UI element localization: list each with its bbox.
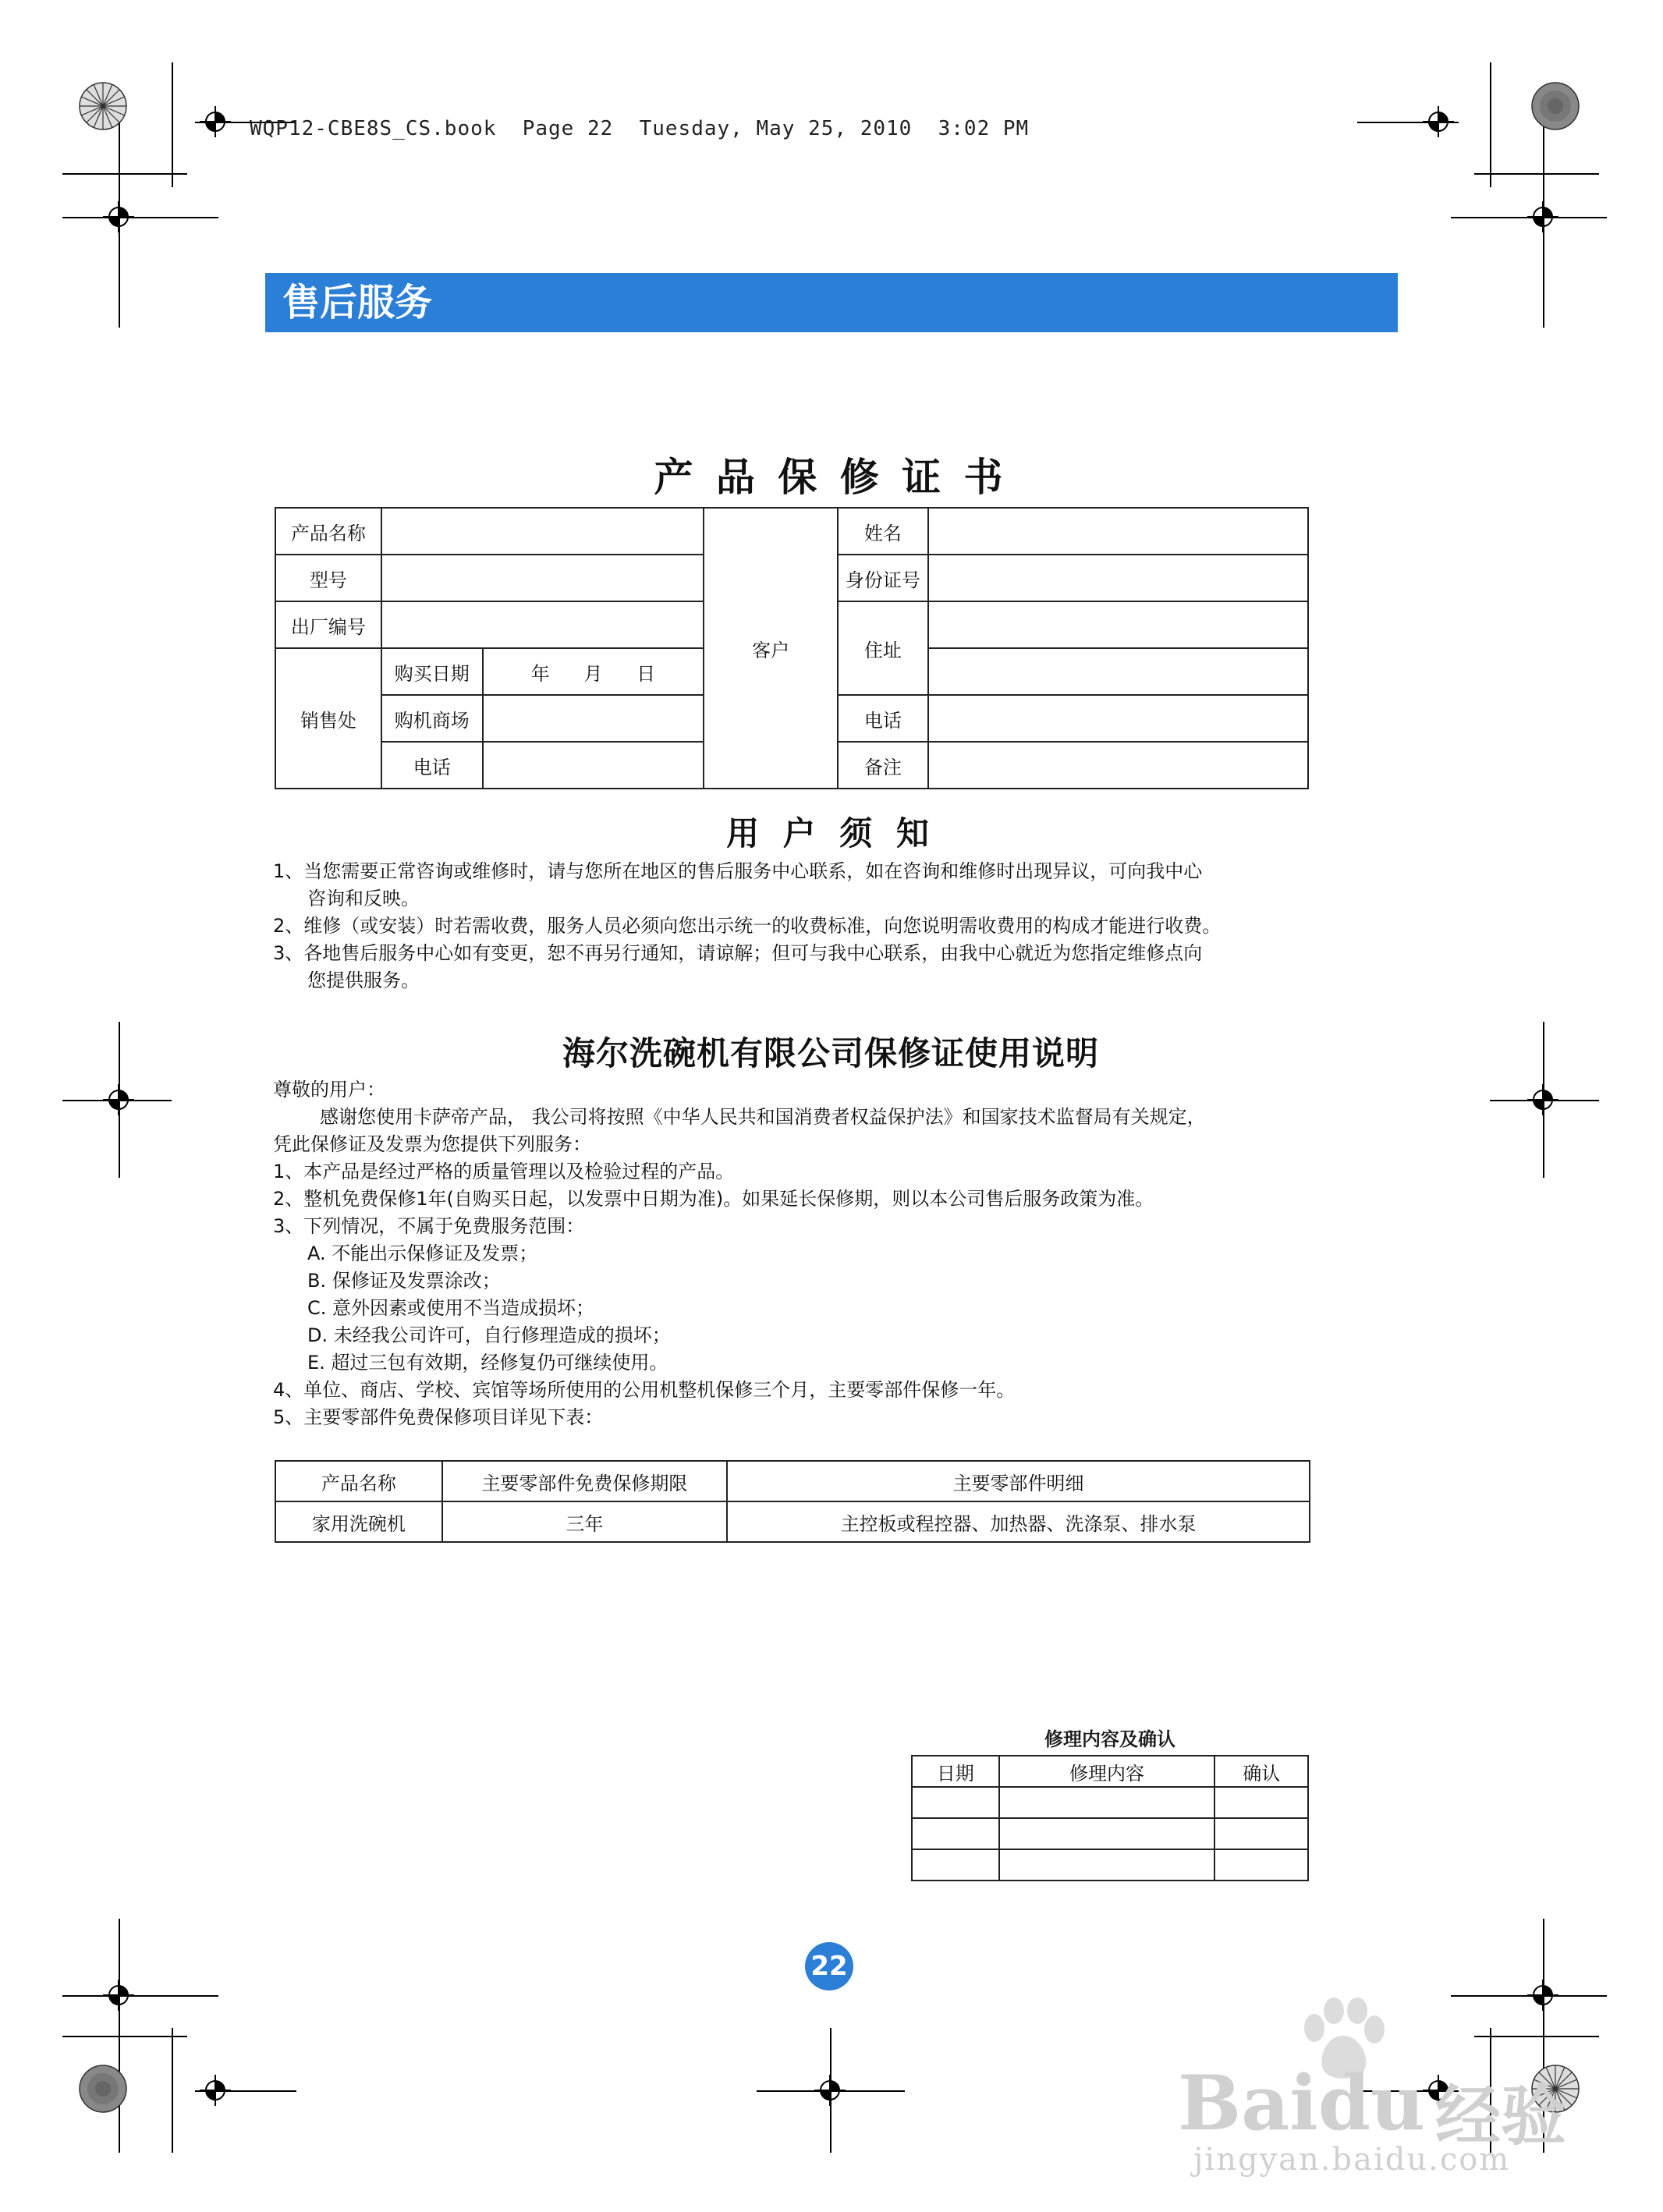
repair-header-cell: 修理内容 [999, 1756, 1215, 1787]
registration-target-icon [814, 2075, 846, 2106]
parts-cell: 家用洗碗机 [275, 1501, 442, 1542]
crop-line [62, 217, 218, 218]
instructions-line: 5、主要零部件免费保修项目详见下表： [273, 1406, 604, 1428]
id-number-label: 身份证号 [838, 555, 928, 601]
repair-confirm-field[interactable] [1214, 1787, 1308, 1818]
instructions-line: B. 保修证及发票涂改； [307, 1270, 501, 1292]
product-name-field[interactable] [381, 508, 704, 555]
notice-item: 咨询和反映。 [307, 888, 420, 909]
registration-target-icon [1423, 106, 1454, 137]
seller-phone-field[interactable] [483, 742, 704, 789]
model-field[interactable] [381, 555, 704, 601]
parts-header-cell: 主要零部件免费保修期限 [442, 1461, 727, 1501]
crop-line [62, 1995, 218, 1997]
warranty-form-table [275, 507, 1309, 789]
product-name-label: 产品名称 [275, 508, 381, 555]
repair-content-field[interactable] [999, 1818, 1215, 1849]
instructions-line: 感谢您使用卡萨帝产品， 我公司将按照《中华人民共和国消费者权益保护法》和国家技术监督局有关规定， [320, 1106, 1206, 1128]
repair-content-field[interactable] [999, 1849, 1215, 1881]
customer-label: 客户 [704, 508, 838, 789]
repair-confirm-field[interactable] [1214, 1849, 1308, 1881]
month-label: 月 [583, 662, 603, 685]
name-field[interactable] [928, 508, 1308, 555]
seller-phone-label: 电话 [381, 742, 483, 789]
repair-header-cell: 确认 [1214, 1756, 1308, 1787]
repair-date-field[interactable] [912, 1787, 999, 1818]
serial-number-field[interactable] [381, 601, 704, 648]
warranty-title: 产 品 保 修 证 书 [654, 455, 1008, 500]
store-label: 购机商场 [381, 695, 483, 742]
id-number-field[interactable] [928, 555, 1308, 601]
starburst-mark-icon [78, 81, 128, 131]
print-header: WQP12-CBE8S_CS.book Page 22 Tuesday, May 25, 2010 3:02 PM [250, 117, 1030, 140]
instructions-line: 4、单位、商店、学校、宾馆等场所使用的公用机整机保修三个月，主要零部件保修一年。 [273, 1379, 1016, 1401]
instructions-line: E. 超过三包有效期，经修复仍可继续使用。 [307, 1352, 668, 1374]
repair-record-table [911, 1755, 1309, 1881]
parts-cell: 主控板或程控器、加热器、洗涤泵、排水泵 [727, 1501, 1310, 1542]
purchase-date-field[interactable] [483, 648, 704, 695]
repair-confirm-field[interactable] [1214, 1818, 1308, 1849]
store-field[interactable] [483, 695, 704, 742]
page-number-badge: 22 [805, 1942, 853, 1990]
registration-target-icon [103, 201, 134, 232]
repair-table-title: 修理内容及确认 [1044, 1728, 1175, 1750]
crop-line [1490, 62, 1491, 187]
crop-line [172, 62, 173, 187]
watermark-brand: Baidu [1178, 2059, 1425, 2147]
crop-line [1474, 173, 1599, 175]
instructions-body [273, 1076, 1318, 1431]
section-banner: 售后服务 [265, 273, 1398, 332]
model-label: 型号 [275, 555, 381, 601]
registration-target-icon [103, 1980, 134, 2011]
repair-header-cell: 日期 [912, 1756, 999, 1787]
phone-field[interactable] [928, 695, 1308, 742]
name-label: 姓名 [838, 508, 928, 555]
repair-content-field[interactable] [999, 1787, 1215, 1818]
baidu-watermark [1178, 1997, 1615, 2176]
instructions-line: 1、本产品是经过严格的质量管理以及检验过程的产品。 [273, 1161, 735, 1182]
purchase-date-label: 购买日期 [381, 648, 483, 695]
instructions-title: 海尔洗碗机有限公司保修证使用说明 [562, 1034, 1099, 1072]
address-field-2[interactable] [928, 648, 1308, 695]
notice-item: 2、维修（或安装）时若需收费，服务人员必须向您出示统一的收费标准，向您说明需收费用的构成才能进行收费。 [273, 915, 1222, 937]
remarks-label: 备注 [838, 742, 928, 789]
instructions-line: 凭此保修证及发票为您提供下列服务： [273, 1133, 591, 1155]
user-notice-title: 用 户 须 知 [726, 814, 935, 853]
notice-item: 1、当您需要正常咨询或维修时，请与您所在地区的售后服务中心联系，如在咨询和维修时出现异议，可向我中心 [273, 860, 1203, 882]
registration-target-icon [103, 1084, 134, 1115]
day-label: 日 [636, 662, 656, 685]
notice-item: 您提供服务。 [307, 970, 420, 991]
parts-warranty-table [275, 1460, 1310, 1543]
parts-cell: 三年 [442, 1501, 727, 1542]
registration-target-icon [200, 2075, 231, 2106]
address-label: 住址 [838, 601, 928, 695]
instructions-line: 尊敬的用户： [273, 1079, 385, 1101]
instructions-line: 2、整机免费保修1年(自购买日起，以发票中日期为准)。如果延长保修期，则以本公司售后服务政策为准。 [273, 1188, 1154, 1210]
starburst-mark-icon [78, 2064, 128, 2114]
parts-header-cell: 主要零部件明细 [727, 1461, 1310, 1501]
instructions-line: A. 不能出示保修证及发票； [307, 1242, 538, 1264]
seller-label: 销售处 [275, 648, 381, 789]
watermark-url: jingyan.baidu.com [1193, 2142, 1511, 2178]
remarks-field[interactable] [928, 742, 1308, 789]
address-field[interactable] [928, 601, 1308, 648]
watermark-suffix: 经验 [1435, 2077, 1567, 2154]
phone-label: 电话 [838, 695, 928, 742]
registration-target-icon [1527, 1084, 1558, 1115]
repair-date-field[interactable] [912, 1818, 999, 1849]
serial-number-label: 出厂编号 [275, 601, 381, 648]
instructions-line: C. 意外因素或使用不当造成损坏； [307, 1297, 595, 1319]
crop-line [172, 2028, 173, 2153]
registration-target-icon [200, 106, 231, 137]
user-notice-body [273, 858, 1318, 994]
instructions-line: 3、下列情况，不属于免费服务范围： [273, 1215, 585, 1237]
crop-line [62, 2036, 187, 2037]
repair-date-field[interactable] [912, 1849, 999, 1881]
crop-line [62, 173, 187, 175]
starburst-mark-icon [1530, 81, 1580, 131]
parts-header-cell: 产品名称 [275, 1461, 442, 1501]
year-label: 年 [530, 662, 550, 685]
notice-item: 3、各地售后服务中心如有变更，恕不再另行通知，请谅解；但可与我中心联系，由我中心就近为您指定维修点向 [273, 942, 1203, 964]
registration-target-icon [1527, 201, 1558, 232]
instructions-line: D. 未经我公司许可，自行修理造成的损坏； [307, 1324, 671, 1346]
